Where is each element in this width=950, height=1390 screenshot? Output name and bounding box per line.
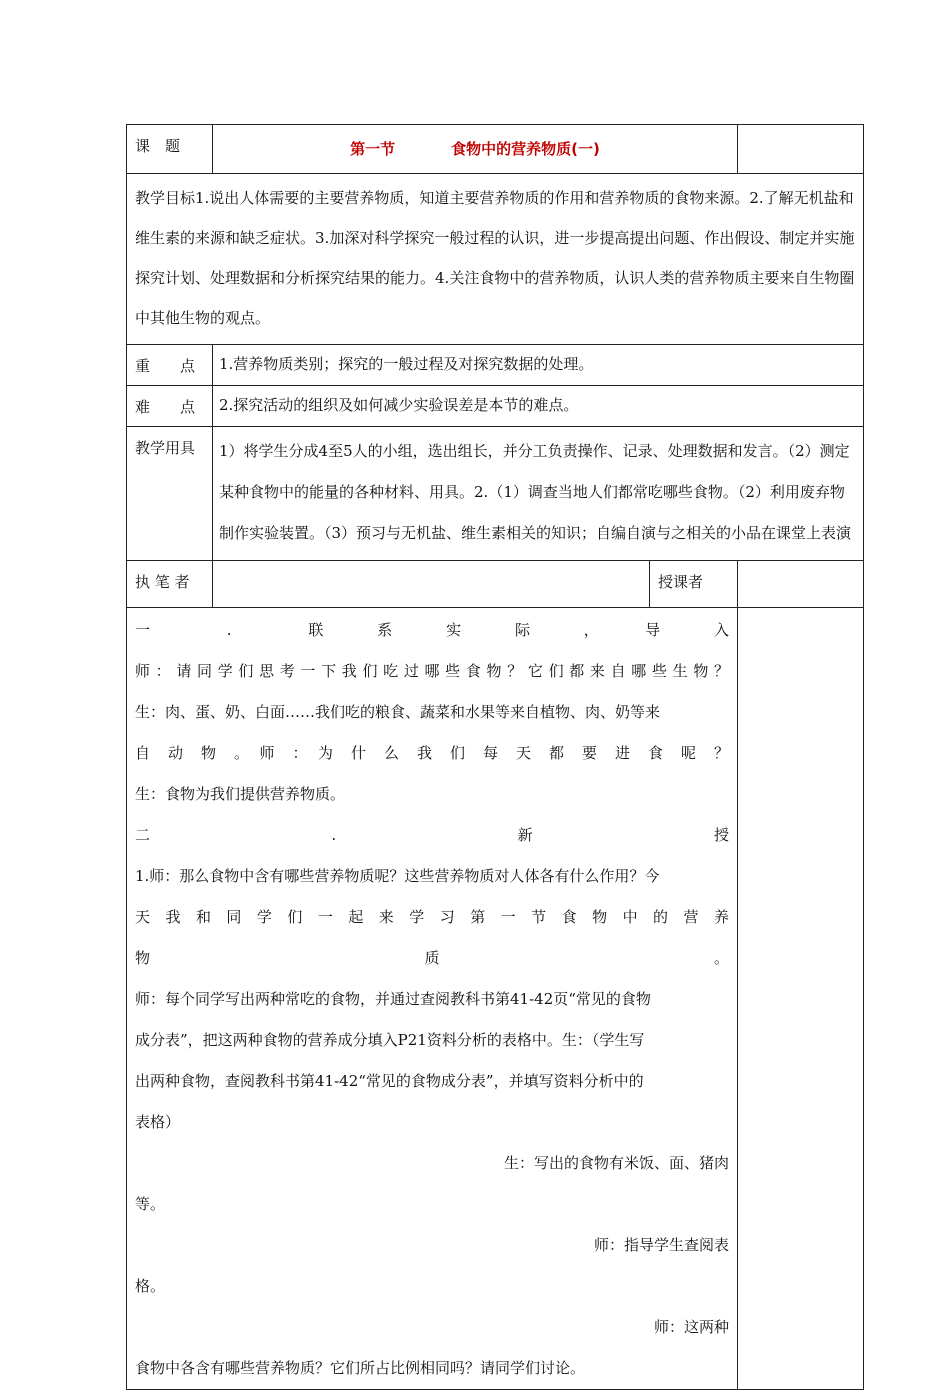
- lesson-plan-table: [126, 124, 864, 1390]
- body-line: 格。: [135, 1277, 166, 1295]
- author-value: [213, 561, 650, 608]
- course-label: 课 题: [127, 125, 213, 174]
- tools-row: [127, 427, 864, 561]
- body-line: 自 动 物 。 师 ： 为 什 么 我 们 每 天 都 要 进 食 呢 ？: [135, 744, 730, 762]
- tools-text: 1）将学生分成4至5人的小组，选出组长，并分工负责操作、记录、处理数据和发言。（2）测定某种食物中的能量的各种材料、用具。2.（1）调查当地人们都常吃哪些食物。（2）利用废弃物制作实验装置。（3）预习与无机盐、维生素相关的知识；自编自演与之相关的小品在课堂上表演: [213, 427, 864, 561]
- key-point-text: 1.营养物质类别；探究的一般过程及对探究数据的处理。: [213, 345, 864, 386]
- teaching-goals: 教学目标1.说出人体需要的主要营养物质，知道主要营养物质的作用和营养物质的食物来源。2.了解无机盐和维生素的来源和缺乏症状。3.加深对科学探究一般过程的认识，进一步提高提出问题、作出假设、制定并实施探究计划、处理数据和分析探究结果的能力。4.关注食物中的营养物质，认识人类的营养物质主要来自生物圈中其他生物的观点。: [127, 174, 864, 345]
- difficulty-text: 2.探究活动的组织及如何减少实验误差是本节的难点。: [213, 386, 864, 427]
- lesson-plan-document: [126, 124, 863, 1390]
- key-point-row: [127, 345, 864, 386]
- key-point-label: 重 点: [127, 345, 213, 386]
- body-line: 天 我 和 同 学 们 一 起 来 学 习 第 一 节 食 物 中 的 营 养 物 质 。: [135, 908, 745, 967]
- goals-row: [127, 174, 864, 345]
- body-line: 等。: [135, 1195, 166, 1213]
- lesson-title-topic: 食物中的营养物质(一): [451, 140, 600, 158]
- body-side-cell: [738, 608, 864, 1390]
- author-label: 执 笔 者: [127, 561, 213, 608]
- difficulty-label: 难 点: [127, 386, 213, 427]
- body-line: 一 . 联 系 实 际 ， 导 入: [135, 621, 730, 639]
- body-line: 师：这两种: [654, 1318, 730, 1336]
- lesson-title: [213, 125, 738, 174]
- body-line: 二 . 新 授: [135, 826, 730, 844]
- body-row: [127, 608, 864, 1390]
- body-line: 师：请同学们思考一下我们吃过哪些食物？它们都来自哪些生物？: [135, 662, 730, 680]
- difficulty-row: [127, 386, 864, 427]
- tools-label: 教学用具: [127, 427, 213, 561]
- body-line: 师：每个同学写出两种常吃的食物，并通过查阅教科书第41-42页“常见的食物: [135, 990, 651, 1008]
- title-blank-cell: [738, 125, 864, 174]
- title-row: [127, 125, 864, 174]
- teacher-label: 授课者: [650, 561, 738, 608]
- lesson-body: [127, 608, 745, 1390]
- body-line: 生：写出的食物有米饭、面、猪肉: [504, 1154, 730, 1172]
- author-row: [127, 561, 864, 608]
- body-line: 1.师：那么食物中含有哪些营养物质呢？这些营养物质对人体各有什么作用？今: [135, 867, 660, 885]
- body-line: 生：食物为我们提供营养物质。: [135, 785, 346, 803]
- body-line: 成分表”，把这两种食物的营养成分填入P21资料分析的表格中。生：（学生写: [135, 1031, 645, 1049]
- lesson-title-section: 第一节: [350, 140, 396, 158]
- body-line: 食物中各含有哪些营养物质？它们所占比例相同吗？请同学们讨论。: [135, 1359, 586, 1377]
- body-line: 师：指导学生查阅表: [594, 1236, 730, 1254]
- body-line: 出两种食物，查阅教科书第41-42“常见的食物成分表”，并填写资料分析中的: [135, 1072, 644, 1090]
- body-line: 生：肉、蛋、奶、白面……我们吃的粮食、蔬菜和水果等来自植物、肉、奶等来: [135, 703, 661, 721]
- teacher-value: [738, 561, 864, 608]
- body-line: 表格）: [135, 1113, 181, 1131]
